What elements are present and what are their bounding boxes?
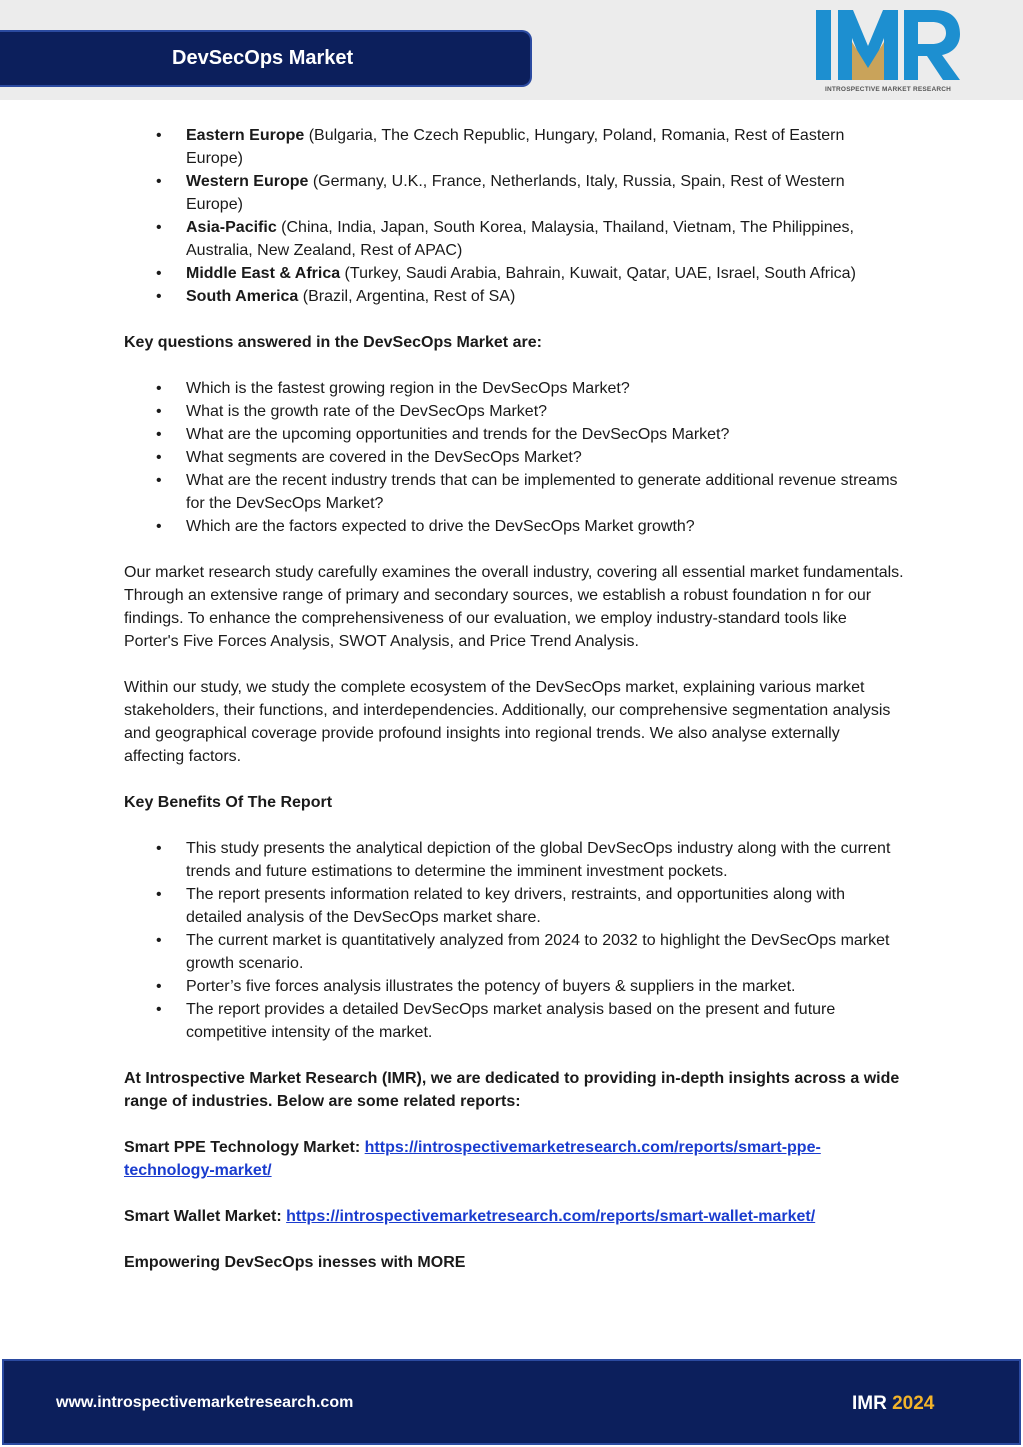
footer-website[interactable]: www.introspectivemarketresearch.com [56,1394,354,1411]
page-title: DevSecOps Market [172,47,354,69]
list-item: • Eastern Europe (Bulgaria, The Czech Republic, Hungary, Poland, Romania, Rest of Eastern Europe) [186,124,904,170]
list-item: • Porter’s five forces analysis illustrates the potency of buyers & suppliers in the market. [186,975,904,998]
related-report-1 [124,1136,904,1182]
list-item: • This study presents the analytical depiction of the global DevSecOps industry along with the current trends and future estimations to determine the imminent investment pockets. [186,837,904,883]
region-list [186,124,904,308]
footer-brand [852,1393,934,1415]
related-reports-intro: At Introspective Market Research (IMR), we are dedicated to providing in-depth insights across a wide range of industries. Below are some related reports: [124,1070,900,1110]
footer-brand-name: IMR [852,1393,887,1414]
key-benefits-list [186,837,904,1044]
list-item: • What segments are covered in the DevSecOps Market? [186,446,904,469]
list-item: • What are the upcoming opportunities and trends for the DevSecOps Market? [186,423,904,446]
list-item: • Which are the factors expected to drive the DevSecOps Market growth? [186,515,904,538]
related-report-1-link[interactable]: https://introspectivemarketresearch.com/reports/smart-ppe-technology-market/ [124,1139,821,1179]
logo-tagline: INTROSPECTIVE MARKET RESEARCH [824,86,952,93]
footer-bar [2,1359,1021,1445]
related-report-2-link[interactable]: https://introspectivemarketresearch.com/reports/smart-wallet-market/ [286,1208,816,1225]
related-report-1-label: Smart PPE Technology Market: [124,1139,365,1156]
list-item: • What are the recent industry trends that can be implemented to generate additional revenue streams for the DevSecOps Market? [186,469,904,515]
key-benefits-heading: Key Benefits Of The Report [124,794,333,811]
key-questions-heading: Key questions answered in the DevSecOps Market are: [124,334,542,351]
related-report-2-label: Smart Wallet Market: [124,1208,287,1225]
list-item: • What is the growth rate of the DevSecOps Market? [186,400,904,423]
imr-logo [812,6,964,96]
list-item: • Asia-Pacific (China, India, Japan, South Korea, Malaysia, Thailand, Vietnam, The Philippines, Australia, New Zealand, Rest of APAC) [186,216,904,262]
list-item: • South America (Brazil, Argentina, Rest of SA) [186,285,904,308]
ecosystem-paragraph: Within our study, we study the complete ecosystem of the DevSecOps market, explaining various market stakeholders, their functions, and interdependencies. Additionally, our comprehensive segmentation analysis and geographical coverage provide profound insights into regional trends. We also analyse externally affecting factors. [124,679,891,765]
list-item: • Which is the fastest growing region in the DevSecOps Market? [186,377,904,400]
page-title-banner [0,30,532,87]
methodology-paragraph: Our market research study carefully examines the overall industry, covering all essential market fundamentals. Through an extensive range of primary and secondary sources, we establish a robust foundation n for our findings. To enhance the comprehensiveness of our evaluation, we employ industry-standard tools like Porter's Five Forces Analysis, SWOT Analysis, and Price Trend Analysis. [124,564,904,650]
key-questions-list [186,377,904,538]
list-item: • The report provides a detailed DevSecOps market analysis based on the present and future competitive intensity of the market. [186,998,904,1044]
document-body [124,124,904,1274]
list-item: • The report presents information related to key drivers, restraints, and opportunities along with detailed analysis of the DevSecOps market share. [186,883,904,929]
footer-year: 2024 [892,1393,935,1414]
closing-line: Empowering DevSecOps inesses with MORE [124,1254,466,1271]
list-item: • The current market is quantitatively analyzed from 2024 to 2032 to highlight the DevSecOps market growth scenario. [186,929,904,975]
related-report-2 [124,1205,904,1228]
list-item: • Western Europe (Germany, U.K., France, Netherlands, Italy, Russia, Spain, Rest of Western Europe) [186,170,904,216]
list-item: • Middle East & Africa (Turkey, Saudi Arabia, Bahrain, Kuwait, Qatar, UAE, Israel, South Africa) [186,262,904,285]
imr-logo-mark [812,6,964,86]
